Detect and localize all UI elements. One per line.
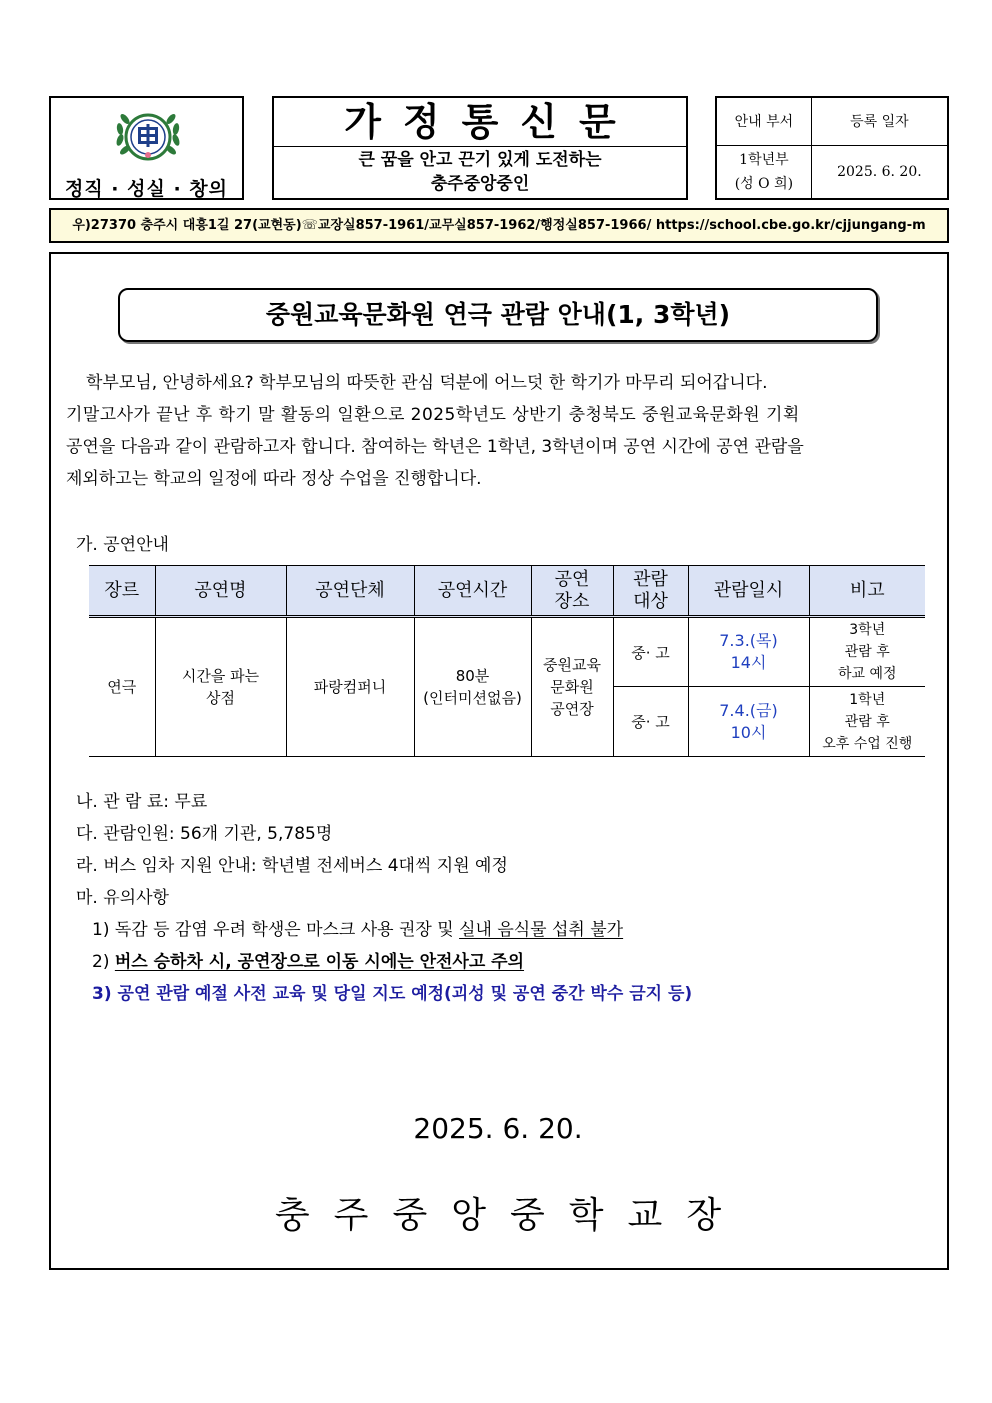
school-logo-box [49, 96, 244, 200]
principal-signature: 충주중앙중학교장 [274, 1195, 746, 1236]
genre-cell: 연극 [89, 617, 155, 757]
caution-item-3: 3) 공연 관람 예절 사전 교육 및 당일 지도 예정(괴성 및 공연 중간 박수 금지 등) [92, 984, 693, 1004]
target-cell: 중· 고 [613, 617, 688, 687]
dept-value-line-1: 1학년부 [739, 151, 789, 168]
time-line: 14시 [730, 653, 767, 672]
school-motto: 정직 · 성실 · 창의 [64, 178, 229, 200]
target-cell: 중· 고 [613, 687, 688, 757]
duration-cell [414, 617, 531, 757]
caution-2-emphasis: 버스 승하차 시, 공연장으로 이동 시에는 안전사고 주의 [114, 952, 525, 972]
note-line-1: 1학년 [849, 691, 886, 708]
note-line-3: 하교 예정 [837, 666, 897, 682]
note-line-1: 3학년 [849, 622, 886, 638]
newsletter-title-box [272, 96, 688, 200]
issue-date: 2025. 6. 20. [413, 1112, 583, 1145]
note-cell [809, 617, 925, 687]
newsletter-title: 가정통신문 [274, 98, 686, 147]
date-cell [688, 687, 809, 757]
registration-info-table [715, 96, 949, 200]
table-row [89, 617, 925, 687]
title-cell [155, 617, 286, 757]
slogan-line-1: 큰 꿈을 안고 끈기 있게 도전하는 [358, 150, 602, 170]
venue-cell [531, 617, 613, 757]
date-cell [688, 617, 809, 687]
dept-value-line-2: (성 O 희) [734, 175, 794, 192]
school-slogan [274, 148, 686, 196]
date-value: 2025. 6. 20. [811, 145, 948, 199]
header-company: 공연단체 [286, 566, 414, 617]
date-label: 등록 일자 [811, 97, 948, 145]
header-target: 관람 대상 [613, 566, 688, 617]
section-a-heading: 가. 공연안내 [76, 535, 169, 555]
section-b-fee: 나. 관 람 료: 무료 [76, 792, 208, 812]
intro-line-2: 기말고사가 끝난 후 학기 말 활동의 일환으로 2025학년도 상반기 충청북도 중원교육문화원 기획 [66, 405, 800, 425]
dept-value [716, 145, 811, 199]
title-line-2: 상점 [206, 689, 235, 707]
caution-2-number: 2) [92, 952, 115, 972]
section-c-attendance: 다. 관람인원: 56개 기관, 5,785명 [76, 824, 333, 844]
note-line-2: 관람 후 [844, 713, 890, 730]
intro-line-3: 공연을 다음과 같이 관람하고자 합니다. 참여하는 학년은 1학년, 3학년이며 공연 시간에 공연 관람을 [66, 437, 804, 457]
time-line: 10시 [730, 722, 767, 742]
school-address-bar: 우)27370 충주시 대흥1길 27(교현동)☏교장실857-1961/교무실857-1962/행정실857-1966/ https://school.cbe.go.kr/cjjungang-m [49, 208, 949, 243]
performance-table [89, 565, 925, 757]
header-duration: 공연시간 [414, 566, 531, 617]
note-line-3: 오후 수업 진행 [822, 735, 913, 752]
date-line: 7.3.(목) [719, 631, 778, 650]
date-line: 7.4.(금) [719, 700, 778, 720]
notice-title: 중원교육문화원 연극 관람 안내(1, 3학년) [118, 288, 878, 342]
caution-1-emphasis: 실내 음식물 섭취 불가 [459, 920, 624, 940]
header-venue: 공연 장소 [531, 566, 613, 617]
intro-line-1: 학부모님, 안녕하세요? 학부모님의 따뜻한 관심 덕분에 어느덧 한 학기가 마무리 되어갑니다. [86, 373, 768, 393]
table-header-row [89, 566, 925, 617]
caution-item-2 [92, 950, 524, 974]
title-line-1: 시간을 파는 [181, 667, 260, 685]
header-date: 관람일시 [688, 566, 809, 617]
note-cell [809, 687, 925, 757]
intro-line-4: 제외하고는 학교의 일정에 따라 정상 수업을 진행합니다. [66, 469, 482, 489]
duration-line-2: (인터미션없음) [423, 689, 522, 707]
venue-line-1: 중원교육 [543, 656, 601, 674]
header-genre: 장르 [89, 566, 155, 617]
duration-line-1: 80분 [455, 667, 490, 685]
venue-line-2: 문화원 [550, 678, 594, 696]
school-emblem-icon [109, 104, 187, 172]
section-e-heading: 마. 유의사항 [76, 888, 169, 908]
note-line-2: 관람 후 [844, 644, 890, 660]
header-note: 비고 [809, 566, 925, 617]
company-cell: 파랑컴퍼니 [286, 617, 414, 757]
caution-1-text: 1) 독감 등 감염 우려 학생은 마스크 사용 권장 및 [92, 920, 460, 940]
venue-line-3: 공연장 [550, 700, 594, 718]
section-d-bus: 라. 버스 임차 지원 안내: 학년별 전세버스 4대씩 지원 예정 [76, 856, 508, 876]
dept-label: 안내 부서 [716, 97, 811, 145]
caution-item-1 [92, 918, 623, 942]
header-title: 공연명 [155, 566, 286, 617]
slogan-line-2: 충주중앙중인 [430, 174, 530, 194]
